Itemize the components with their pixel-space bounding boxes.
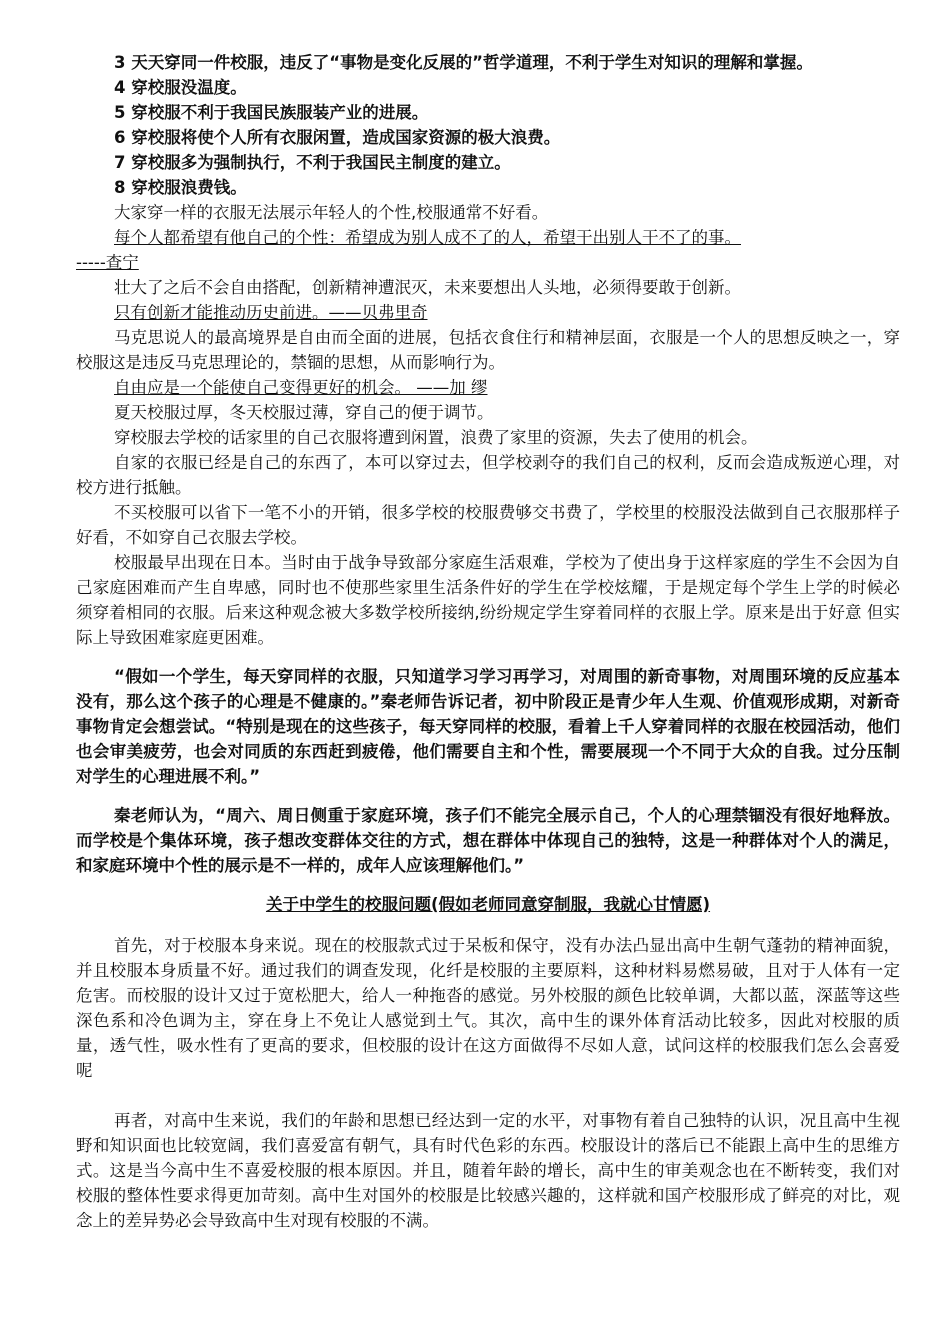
paragraph-teacher-qin-1: “假如一个学生，每天穿同样的衣服，只知道学习学习再学习，对周围的新奇事物，对周围环境的反应基本没有，那么这个孩子的心理是不健康的。”秦老师告诉记者，初中阶段正是青少年人生观、价值观形成期，对新奇事物肯定会想尝试。“特别是现在的这些孩子，每天穿同样的校服，看着上千人穿着同样的衣服在校园活动，他们也会审美疲劳，也会对同质的东西赶到疲倦，他们需要自主和个性，需要展现一个不同于大众的自我。过分压制对学生的心理进展不利。” [76, 667, 900, 786]
quote-chaning: 每个人都希望有他自己的个性：希望成为别人成不了的人，希望干出别人干不了的事。 [114, 228, 741, 247]
paragraph-idle-clothes: 穿校服去学校的话家里的自己衣服将遭到闲置，浪费了家里的资源，失去了使用的机会。 [114, 428, 758, 447]
paragraph-seasons: 夏天校服过厚，冬天校服过薄，穿自己的便于调节。 [114, 403, 494, 422]
paragraph-innovation: 壮大了之后不会自由搭配，创新精神遭泯灭，未来要想出人头地，必须得要敢于创新。 [114, 278, 741, 297]
paragraph-rights: 自家的衣服已经是自己的东西了，本可以穿过去，但学校剥夺的我们自己的权利，反而会造成叛逆心理，对校方进行抵触。 [76, 453, 900, 497]
point-6: 6 穿校服将使个人所有衣服闲置，造成国家资源的极大浪费。 [114, 128, 561, 147]
section-heading: 关于中学生的校服问题(假如老师同意穿制服，我就心甘情愿) [265, 895, 711, 914]
point-3: 3 天天穿同一件校服，违反了“事物是变化反展的”哲学道理，不利于学生对知识的理解和掌握。 [114, 53, 813, 72]
paragraph-individuality: 大家穿一样的衣服无法展示年轻人的个性,校服通常不好看。 [114, 203, 549, 222]
point-5: 5 穿校服不利于我国民族服装产业的进展。 [114, 103, 429, 122]
quote-chaning-author: -----查宁 [76, 253, 139, 272]
point-7: 7 穿校服多为强制执行，不利于我国民主制度的建立。 [114, 153, 511, 172]
point-4: 4 穿校服没温度。 [114, 78, 247, 97]
point-8: 8 穿校服浪费钱。 [114, 178, 247, 197]
paragraph-japan-origin: 校服最早出现在日本。当时由于战争导致部分家庭生活艰难，学校为了使出身于这样家庭的学生不会因为自己家庭困难而产生自卑感，同时也不使那些家里生活条件好的学生在学校炫耀，于是规定每个学生上学的时候必须穿着相同的衣服。后来这种观念被大多数学校所接纳,纷纷规定学生穿着同样的衣服上学。原来是出于好意 但实际上导致困难家庭更困难。 [76, 553, 900, 647]
paragraph-firstly: 首先，对于校服本身来说。现在的校服款式过于呆板和保守，没有办法凸显出高中生朝气蓬勃的精神面貌，并且校服本身质量不好。通过我们的调查发现，化纤是校服的主要原料，这种材料易燃易破，且对于人体有一定危害。而校服的设计又过于宽松肥大，给人一种拖沓的感觉。另外校服的颜色比较单调，大都以蓝，深蓝等这些深色系和冷色调为主，穿在身上不免让人感觉到土气。其次，高中生的课外体育活动比较多，因此对校服的质量，透气性，吸水性有了更高的要求，但校服的设计在这方面做得不尽如人意，试问这样的校服我们怎么会喜爱呢 [76, 936, 900, 1080]
quote-beveridge: 只有创新才能推动历史前进。——贝弗里奇 [114, 303, 428, 322]
paragraph-marx: 马克思说人的最高境界是自由而全面的进展，包括衣食住行和精神层面，衣服是一个人的思想反映之一，穿校服这是违反马克思理论的，禁锢的思想，从而影响行为。 [76, 328, 900, 372]
paragraph-teacher-qin-2: 秦老师认为，“周六、周日侧重于家庭环境，孩子们不能完全展示自己，个人的心理禁锢没有很好地释放。而学校是个集体环境，孩子想改变群体交往的方式，想在群体中体现自己的独特，这是一种群体对个人的满足，和家庭环境中个性的展示是不一样的，成年人应该理解他们。” [76, 806, 900, 875]
quote-camus: 自由应是一个能使自己变得更好的机会。 ——加 缪 [114, 378, 488, 397]
paragraph-cost: 不买校服可以省下一笔不小的开销，很多学校的校服费够交书费了，学校里的校服没法做到自己衣服那样子好看，不如穿自己衣服去学校。 [76, 503, 900, 547]
paragraph-furthermore: 再者，对高中生来说，我们的年龄和思想已经达到一定的水平，对事物有着自己独特的认识，况且高中生视野和知识面也比较宽阔，我们喜爱富有朝气，具有时代色彩的东西。校服设计的落后已不能跟上高中生的思维方式。这是当今高中生不喜爱校服的根本原因。并且，随着年龄的增长，高中生的审美观念也在不断转变，我们对校服的整体性要求得更加苛刻。高中生对国外的校服是比较感兴趣的，这样就和国产校服形成了鲜亮的对比，观念上的差异势必会导致高中生对现有校服的不满。 [76, 1111, 900, 1230]
